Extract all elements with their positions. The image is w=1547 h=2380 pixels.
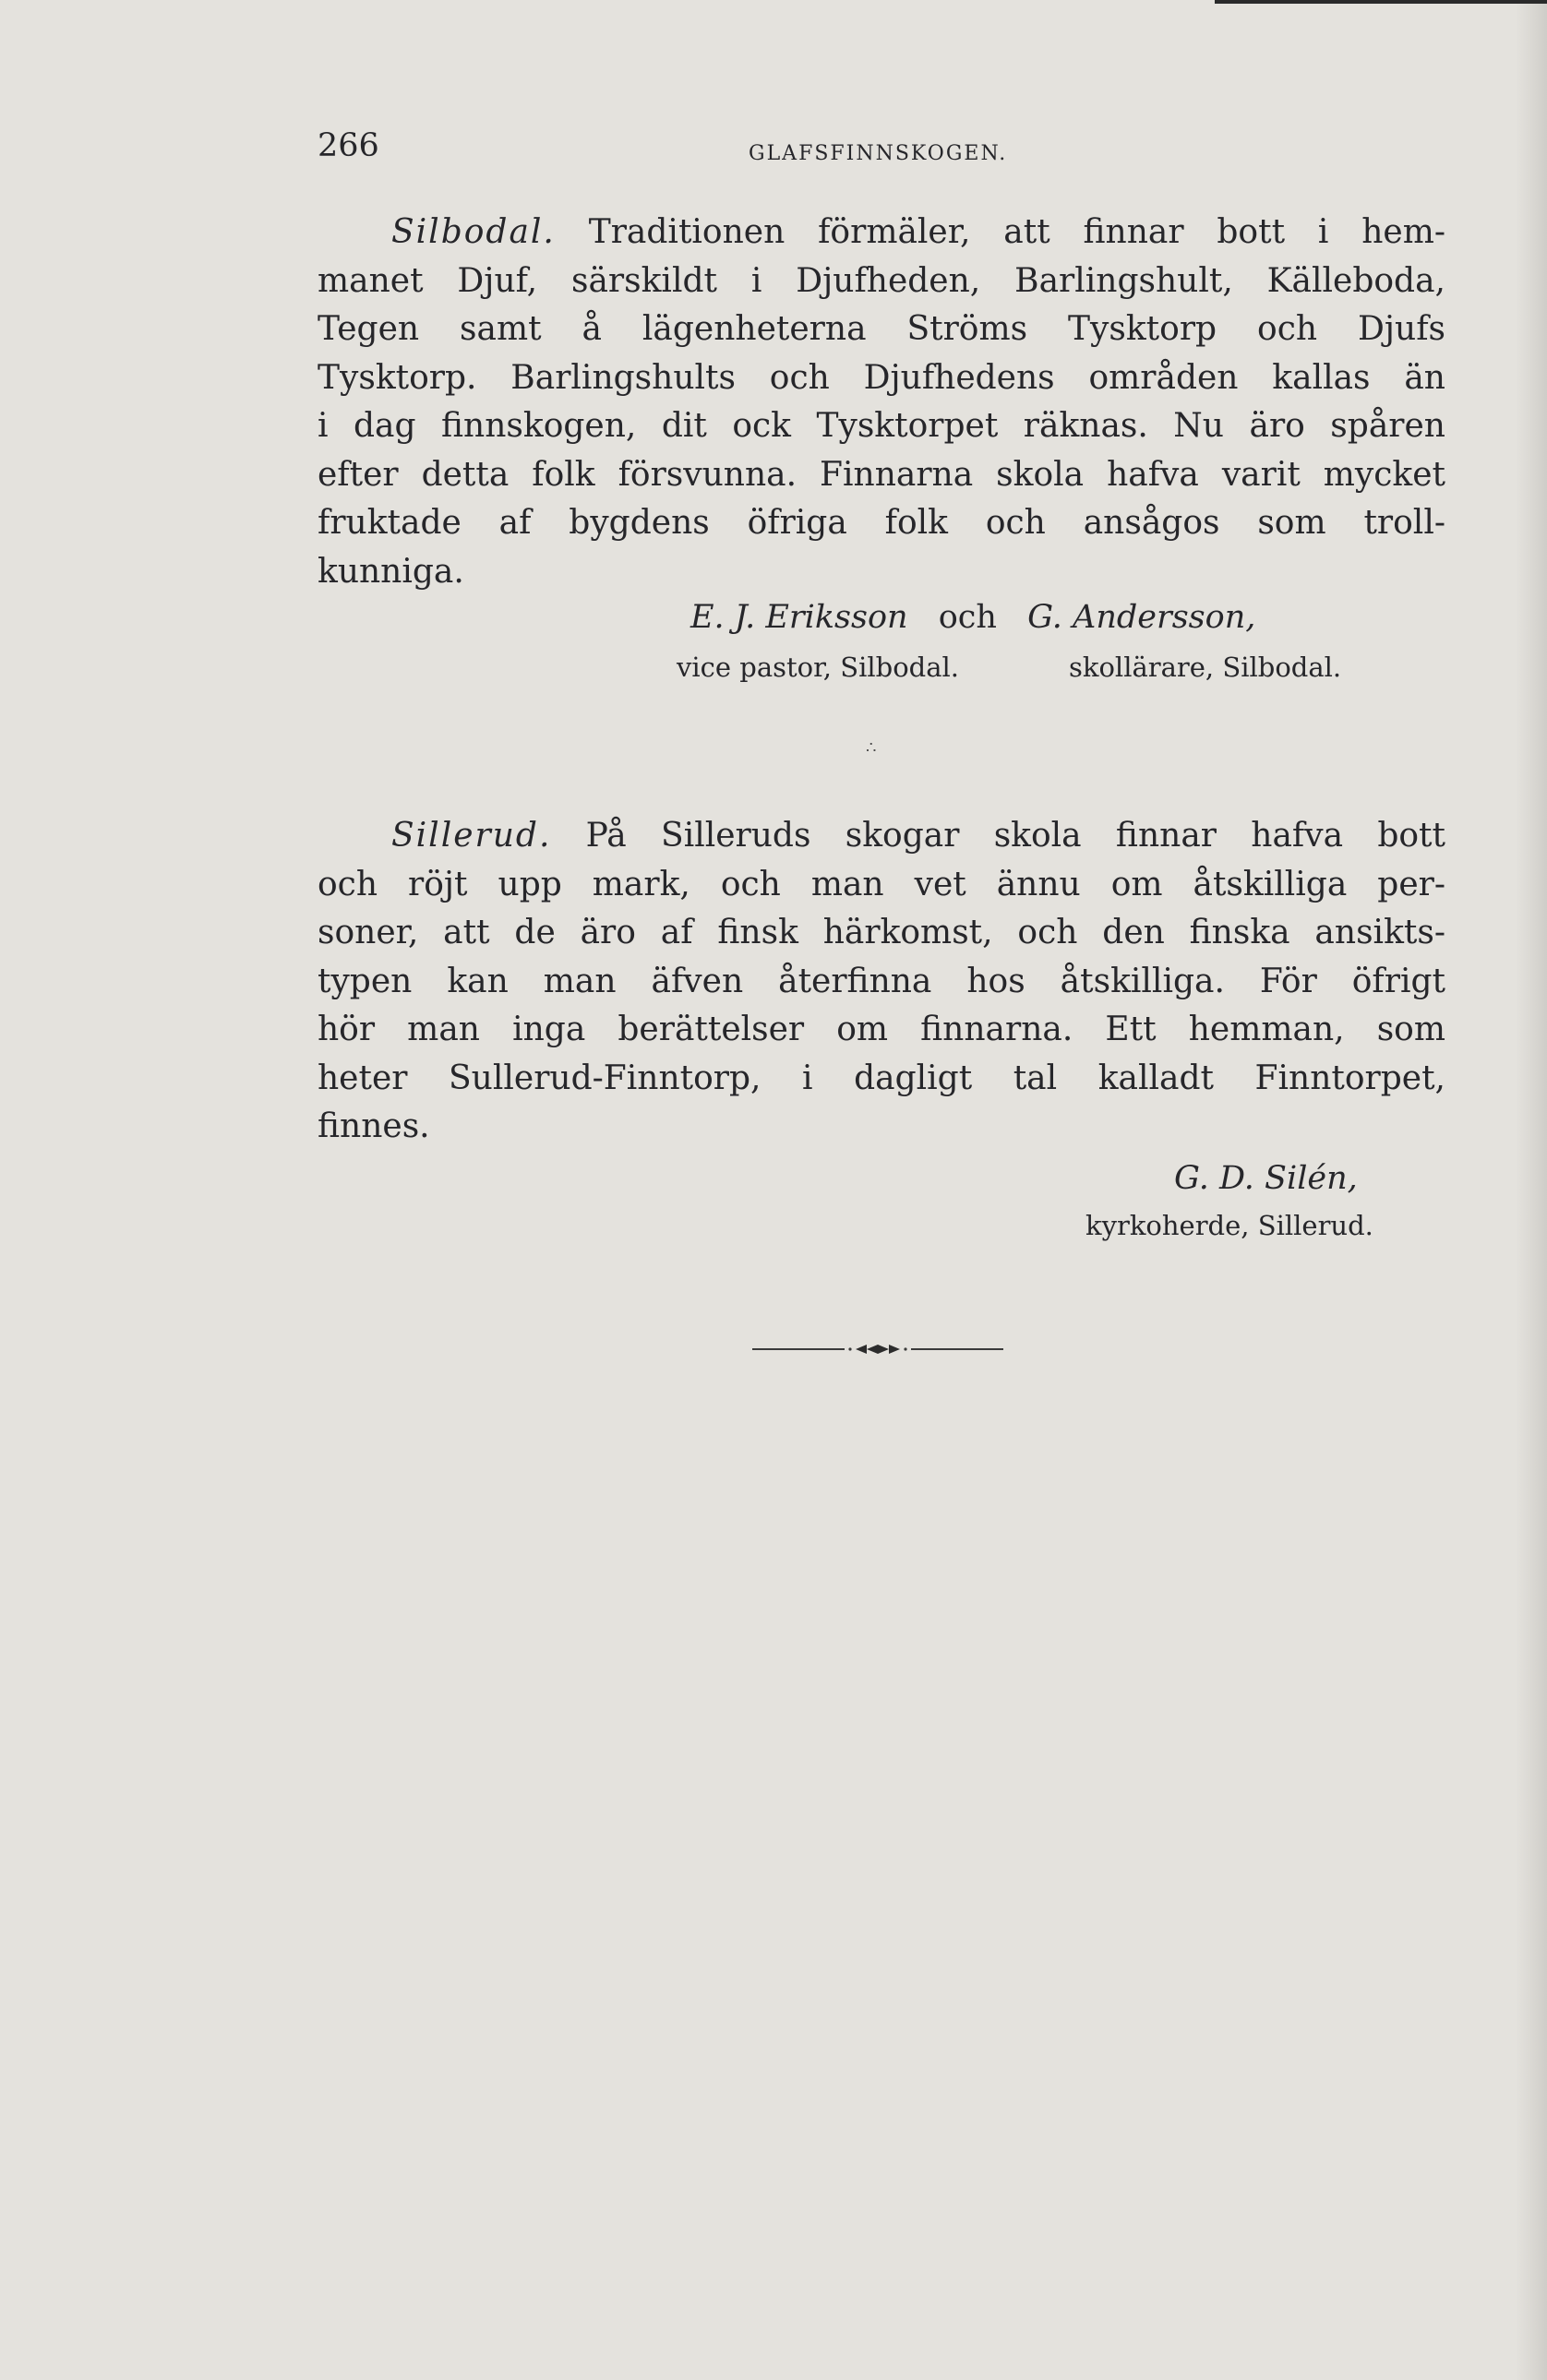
paragraph-line: kunniga. (318, 552, 464, 591)
paragraph-line: fruktade af bygdens öfriga folk och ansågos som troll- (318, 504, 1445, 542)
title-eriksson: vice pastor, Silbodal. (677, 652, 960, 683)
author-eriksson: E. J. Eriksson (690, 599, 908, 636)
paragraph-line: efter detta folk försvunna. Finnarna skola hafva varit mycket (318, 455, 1445, 494)
section-sillerud (318, 812, 1445, 1152)
section-divider-dots: ∴ (866, 738, 877, 758)
signature-silbodal (690, 598, 1255, 637)
author-andersson: G. Andersson, (1027, 599, 1256, 636)
signature-silen: G. D. Silén, (1174, 1160, 1358, 1197)
title-silen: kyrkoherde, Sillerud. (1085, 1210, 1373, 1241)
page-number: 266 (318, 127, 379, 164)
paragraph-line: manet Djuf, särskildt i Djufheden, Barlingshult, Källeboda, (318, 261, 1445, 300)
paragraph-line: soner, att de äro af finsk härkomst, och den finska ansikts- (318, 914, 1445, 951)
paragraph-line: och röjt upp mark, och man vet ännu om åtskilliga per- (318, 865, 1445, 903)
conjunction: och (938, 599, 997, 636)
paragraph-line: i dag finnskogen, dit ock Tysktorpet räknas. Nu äro spåren (318, 407, 1445, 445)
paragraph-line: hör man inga berättelser om finnarna. Ett hemman, som (318, 1011, 1445, 1048)
section-heading: Silbodal. (391, 213, 556, 251)
paragraph-line: finnes. (318, 1107, 430, 1145)
paragraph-line: typen kan man äfven återfinna hos åtskilliga. För öfrigt (318, 962, 1445, 1000)
page-edge-shadow (1516, 0, 1547, 2380)
paragraph-line: Sillerud. På Silleruds skogar skola finnar hafva bott (391, 817, 1445, 855)
paragraph-line: Tysktorp. Barlingshults och Djufhedens områden kallas än (318, 358, 1445, 397)
section-heading: Sillerud. (391, 817, 552, 855)
section-silbodal (318, 209, 1445, 596)
end-ornament-rule (752, 1340, 1003, 1358)
running-head: GLAFSFINNSKOGEN. (749, 142, 1008, 165)
scan-top-border (1215, 0, 1547, 4)
paragraph-line: Tegen samt å lägenheterna Ströms Tysktorp och Djufs (318, 310, 1445, 348)
paragraph-line: Silbodal. Traditionen förmäler, att finnar bott i hem- (391, 213, 1445, 251)
paragraph-line: heter Sullerud-Finntorp, i dagligt tal kalladt Finntorpet, (318, 1058, 1445, 1097)
title-andersson: skollärare, Silbodal. (1069, 652, 1342, 683)
page-header (318, 127, 1425, 173)
